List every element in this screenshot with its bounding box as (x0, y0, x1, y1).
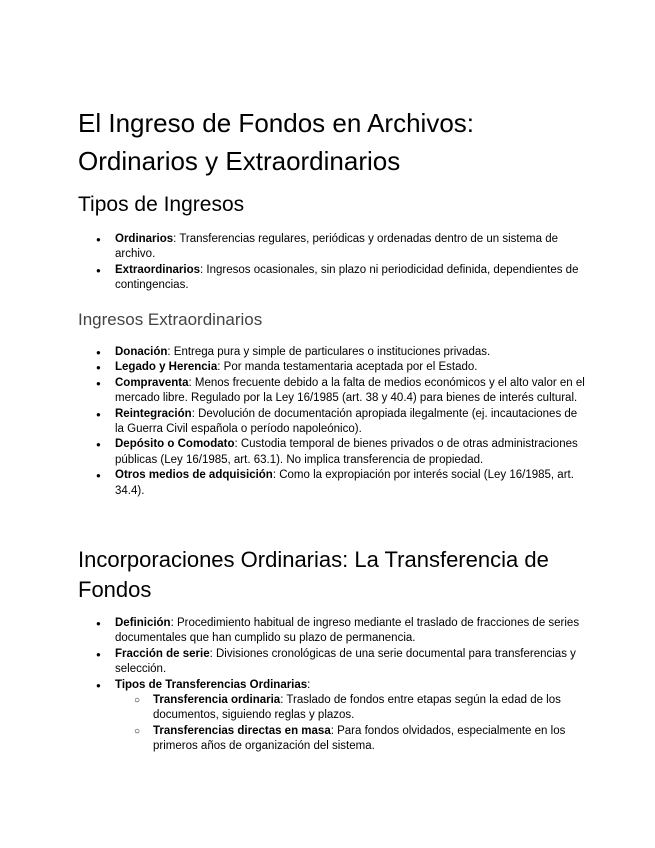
item-term: Definición (115, 617, 171, 629)
item-term: Otros medios de adquisición (115, 469, 273, 482)
section-heading-tipos: Tipos de Ingresos (78, 193, 245, 216)
item-text: : Divisiones cronológicas de una serie documental para transferencias y selección. (115, 647, 576, 676)
list-item (115, 376, 585, 407)
list-item (115, 468, 585, 499)
section-heading-incorporaciones: Incorporaciones Ordinarias: La Transferencia de Fondos (78, 547, 549, 602)
item-text: : Traslado de fondos entre etapas según la edad de los documentos, siguiendo reglas y plazos. (153, 694, 561, 722)
item-term: Fracción de serie (115, 647, 210, 660)
item-text: : (307, 678, 311, 691)
item-text: : Devolución de documentación apropiada ilegalmente (ej. incautaciones de la Guerra Civil española o período napoleónico). (115, 407, 578, 436)
item-text: : Como la expropiación por interés social (Ley 16/1985, art. 34.4). (115, 469, 574, 497)
item-text: : Custodia temporal de bienes privados o de otras administraciones públicas (Ley 16/1985, art. 63.1). No implica transferencia de propiedad. (115, 438, 578, 466)
list-item (115, 407, 585, 438)
item-text: : Ingresos ocasionales, sin plazo ni periodicidad definida, dependientes de contingencias. (115, 263, 579, 292)
item-text: : Procedimiento habitual de ingreso mediante el traslado de fracciones de series documentales que han cumplido su plazo de permanencia. (115, 617, 580, 645)
list-incorporaciones-ordinarias (115, 616, 585, 755)
item-term: Extraordinarios (115, 263, 200, 276)
item-text: : Para fondos olvidados, especialmente en los primeros años de organización del sistema. (153, 724, 566, 753)
item-text: : Por manda testamentaria aceptada por el Estado. (217, 361, 478, 374)
list-item (115, 360, 585, 375)
nested-list-item (153, 724, 585, 755)
item-text: : Menos frecuente debido a la falta de medios económicos y el alto valor en el mercado libre. Regulado por la Ley 16/1985 (art. 38 y 40.4) para bienes de interés cultural. (115, 376, 585, 405)
item-term: Transferencia ordinaria (153, 694, 281, 707)
nested-list-item (153, 693, 585, 724)
list-item (115, 345, 585, 360)
list-item (115, 437, 585, 468)
item-term: Reintegración (115, 407, 192, 420)
item-term: Legado y Herencia (115, 361, 218, 374)
list-item (115, 678, 585, 755)
item-text: : Entrega pura y simple de particulares o instituciones privadas. (167, 346, 491, 358)
list-item (115, 232, 585, 263)
item-term: Tipos de Transferencias Ordinarias (115, 678, 308, 691)
item-text: : Transferencias regulares, periódicas y ordenadas dentro de un sistema de archivo. (115, 233, 558, 261)
list-item (115, 616, 585, 647)
list-item (115, 647, 585, 678)
nested-list-tipos-transferencias (115, 693, 585, 755)
item-term: Depósito o Comodato (115, 438, 235, 451)
list-ingresos-extraordinarios (115, 345, 585, 499)
item-term: Donación (115, 346, 168, 358)
page-title: El Ingreso de Fondos en Archivos: Ordinarios y Extraordinarios (78, 108, 475, 176)
subsection-heading-extraordinarios: Ingresos Extraordinarios (78, 310, 263, 329)
item-term: Ordinarios (115, 233, 174, 245)
item-term: Compraventa (115, 376, 189, 389)
item-term: Transferencias directas en masa (153, 724, 331, 737)
list-item (115, 263, 585, 294)
list-tipos-ingresos (115, 232, 585, 294)
